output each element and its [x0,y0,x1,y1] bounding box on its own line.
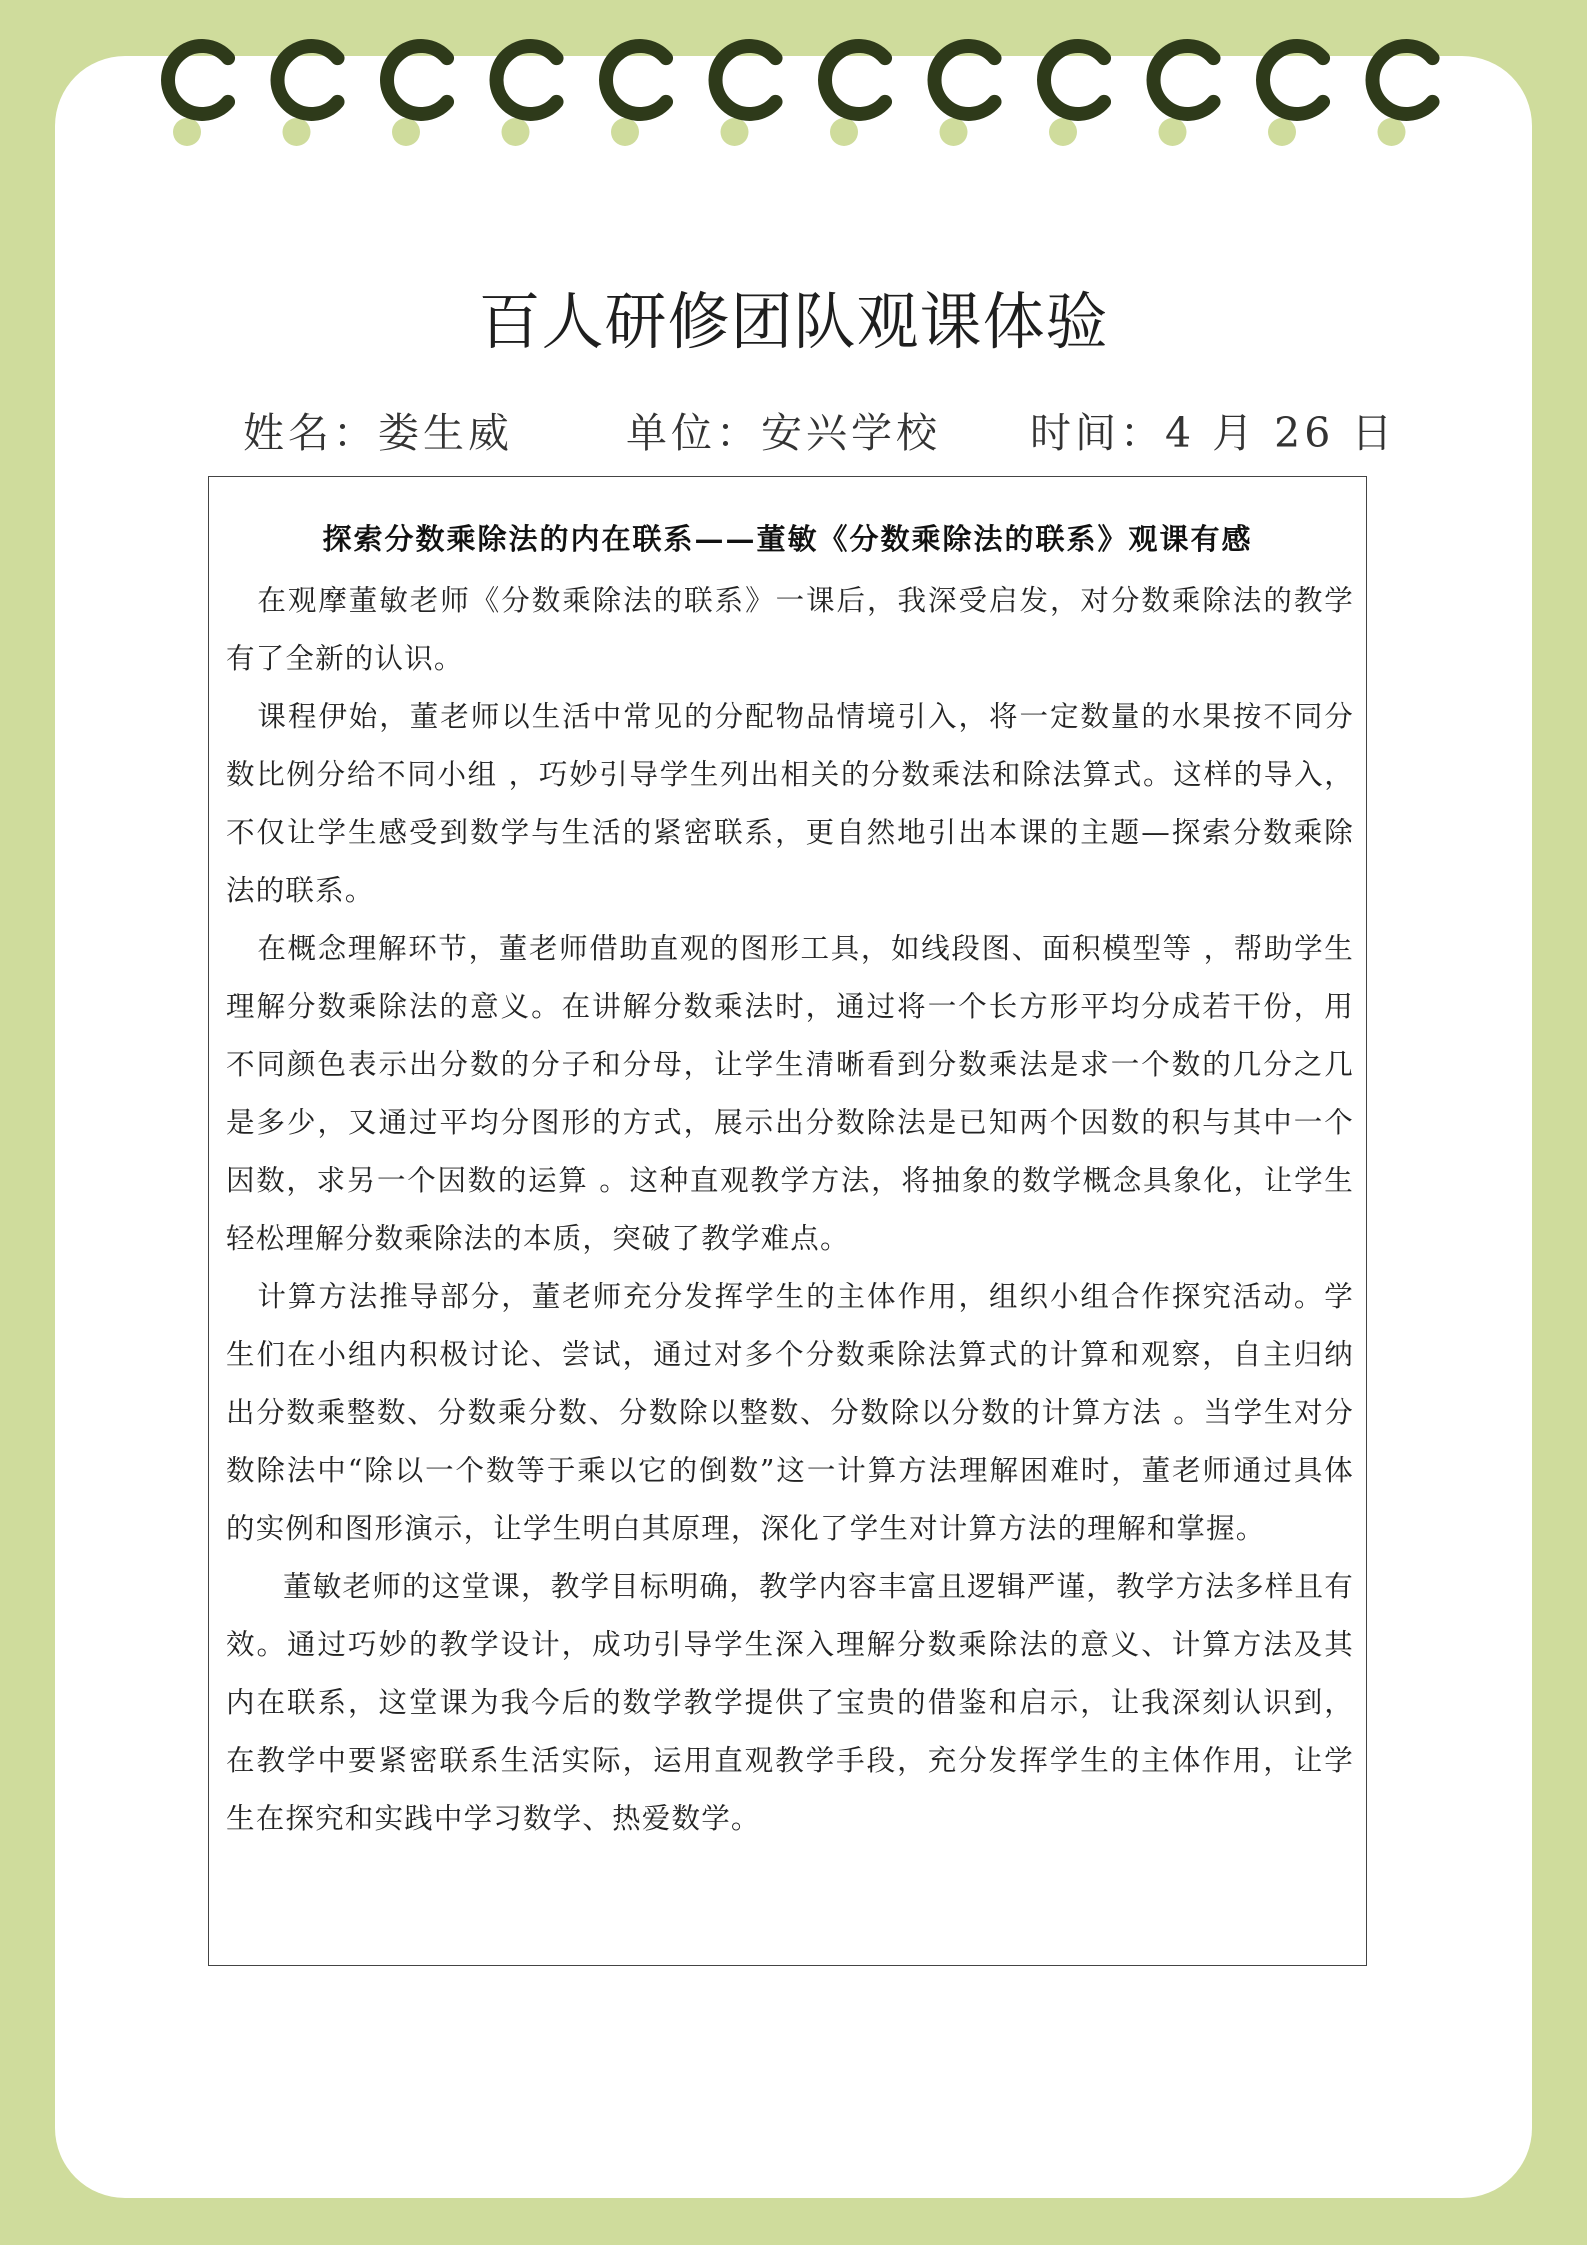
date: 时间：4 月 26 日 [1030,409,1397,457]
page-title: 百人研修团队观课体验 [478,285,1109,358]
author-name: 姓名：娄生威 [243,409,513,457]
binding-ring [1373,46,1433,146]
notebook-rings [0,0,1587,170]
binding-ring [1044,46,1104,146]
author-unit: 单位：安兴学校 [626,409,941,457]
binding-ring [825,46,885,146]
paragraph: 计算方法推导部分，董老师充分发挥学生的主体作用，组织小组合作探究活动。学生们在小组内积极讨论、尝试，通过对多个分数乘除法算式的计算和观察，自主归纳出分数乘整数、分数乘分数、分数除以整数、分数除以分数的计算方法 。当学生对分数除法中“除以一个数等于乘以它的倒数”这一计算方法理解困难时，董老师通过具体的实例和图形演示，让学生明白其原理，深化了学生对计算方法的理解和掌握。 [226,1280,1354,1545]
binding-ring [934,46,994,146]
paragraph: 在概念理解环节，董老师借助直观的图形工具，如线段图、面积模型等 ，帮助学生理解分数乘除法的意义。在讲解分数乘法时，通过将一个长方形平均分成若干份，用不同颜色表示出分数的分子和分母，让学生清晰看到分数乘法是求一个数的几分之几是多少，又通过平均分图形的方式，展示出分数除法是已知两个因数的积与其中一个因数，求另一个因数的运算 。这种直观教学方法，将抽象的数学概念具象化，让学生轻松理解分数乘除法的本质，突破了教学难点。 [226,932,1354,1255]
paragraph: 课程伊始，董老师以生活中常见的分配物品情境引入，将一定数量的水果按不同分数比例分给不同小组 ，巧妙引导学生列出相关的分数乘法和除法算式。这样的导入，不仅让学生感受到数学与生活的紧密联系，更自然地引出本课的主题—探索分数乘除法的联系。 [226,700,1354,907]
paragraph: 在观摩董敏老师《分数乘除法的联系》一课后，我深受启发，对分数乘除法的教学有了全新的认识。 [226,584,1354,675]
essay-title: 探索分数乘除法的内在联系——董敏《分数乘除法的联系》观课有感 [322,522,1253,556]
binding-ring [606,46,666,146]
binding-ring [1154,46,1214,146]
essay-box [208,476,1367,1966]
binding-ring [387,46,447,146]
binding-ring [1263,46,1323,146]
paragraph: 董敏老师的这堂课，教学目标明确，教学内容丰富且逻辑严谨，教学方法多样且有效。通过巧妙的教学设计，成功引导学生深入理解分数乘除法的意义、计算方法及其内在联系，这堂课为我今后的数学教学提供了宝贵的借鉴和启示，让我深刻认识到，在教学中要紧密联系生活实际，运用直观教学手段，充分发挥学生的主体作用，让学生在探究和实践中学习数学、热爱数学。 [226,1570,1354,1835]
essay-body [226,572,1354,1848]
binding-ring [497,46,557,146]
binding-ring [278,46,338,146]
binding-ring [168,46,228,146]
binding-ring [716,46,776,146]
